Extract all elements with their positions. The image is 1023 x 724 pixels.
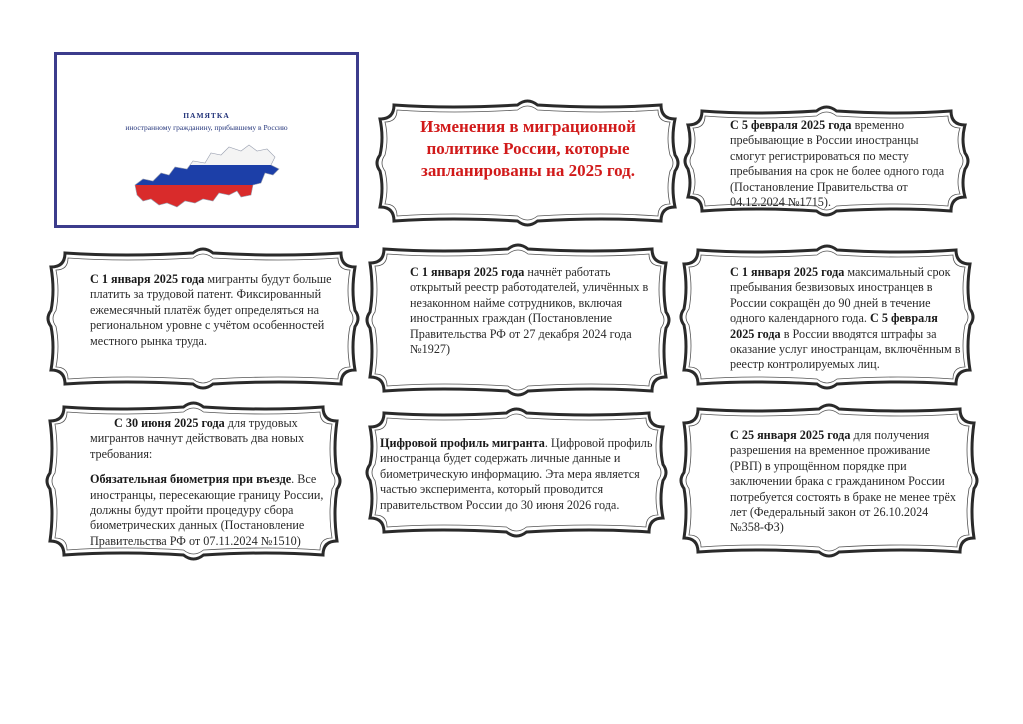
card-feb5-registration (730, 118, 952, 210)
card-text: для трудовых мигрантов начнут действовать два новых требования: (90, 416, 305, 461)
card-text: начнёт работать открытый реестр работодателей, уличённых в незаконном найме сотрудников, включая иностранных граждан (Постановление Правительства РФ от 27 декабря 2024 года №1927) (410, 265, 649, 357)
card-jan25-rvp (730, 428, 965, 536)
poster-title: ПАМЯТКА (183, 111, 230, 120)
card-date: С 30 июня 2025 года (114, 416, 225, 430)
card-subheading: Обязательная биометрия при въезде (90, 472, 292, 487)
poster-subtitle: иностранному гражданину, прибывшему в Россию (125, 123, 288, 132)
card-text: временно пребывающие в России иностранцы смогут регистрироваться по месту пребывания на срок не более одного года (Постановление Правительства от 04.12.2024 №1715). (730, 118, 945, 210)
card-date: С 5 февраля 2025 года (730, 118, 852, 132)
memo-poster (54, 52, 359, 228)
card-jan1-registry (410, 265, 655, 357)
card-date: С 1 января 2025 года (410, 265, 525, 279)
card-date: С 1 января 2025 года (730, 265, 845, 279)
card-text: в России вводятся штрафы за оказание услуг иностранцам, включённым в реестр контролируемых лиц. (730, 326, 961, 372)
card-text: . Цифровой профиль иностранца будет содержать личные данные и биометрическую информацию. Эта мера является частью эксперимента, который проводится правительством России до 30 июня 2026 года. (380, 436, 653, 512)
page-title: Изменения в миграционной политике России, которые запланированы на 2025 год. (420, 117, 636, 180)
card-jan1-patent (90, 272, 350, 349)
card-jan1-visafree (730, 265, 962, 373)
card-date: С 5 февраля 2025 года (730, 311, 938, 341)
card-text: мигранты будут больше платить за трудовой патент. Фиксированный ежемесячный платёж будет определяться на региональном уровне с учётом особенностей местного рынка труда. (90, 272, 332, 348)
card-date: С 25 января 2025 года (730, 428, 851, 442)
card-date: С 1 января 2025 года (90, 272, 205, 286)
card-text: максимальный срок пребывания безвизовых иностранцев в России сокращён до 90 дней в течение одного календарного года. (730, 265, 951, 326)
card-digital-profile (380, 436, 655, 513)
card-text: . Все иностранцы, пересекающие границу России, должны будут пройти процедуру сбора биометрических данных (Постановление Правительства РФ от 07.11.2024 №1510) (90, 472, 324, 548)
card-jun30-biometrics (90, 416, 330, 549)
russia-map-flag-icon (133, 139, 283, 211)
card-text: для получения разрешения на временное проживание (РВП) в упрощённом порядке при заключении брака с гражданином России потребуется состоять в браке не менее трёх лет (Федеральный закон от 26.10.2024 №358-ФЗ) (730, 428, 956, 535)
card-subheading: Цифровой профиль мигранта (380, 436, 545, 450)
